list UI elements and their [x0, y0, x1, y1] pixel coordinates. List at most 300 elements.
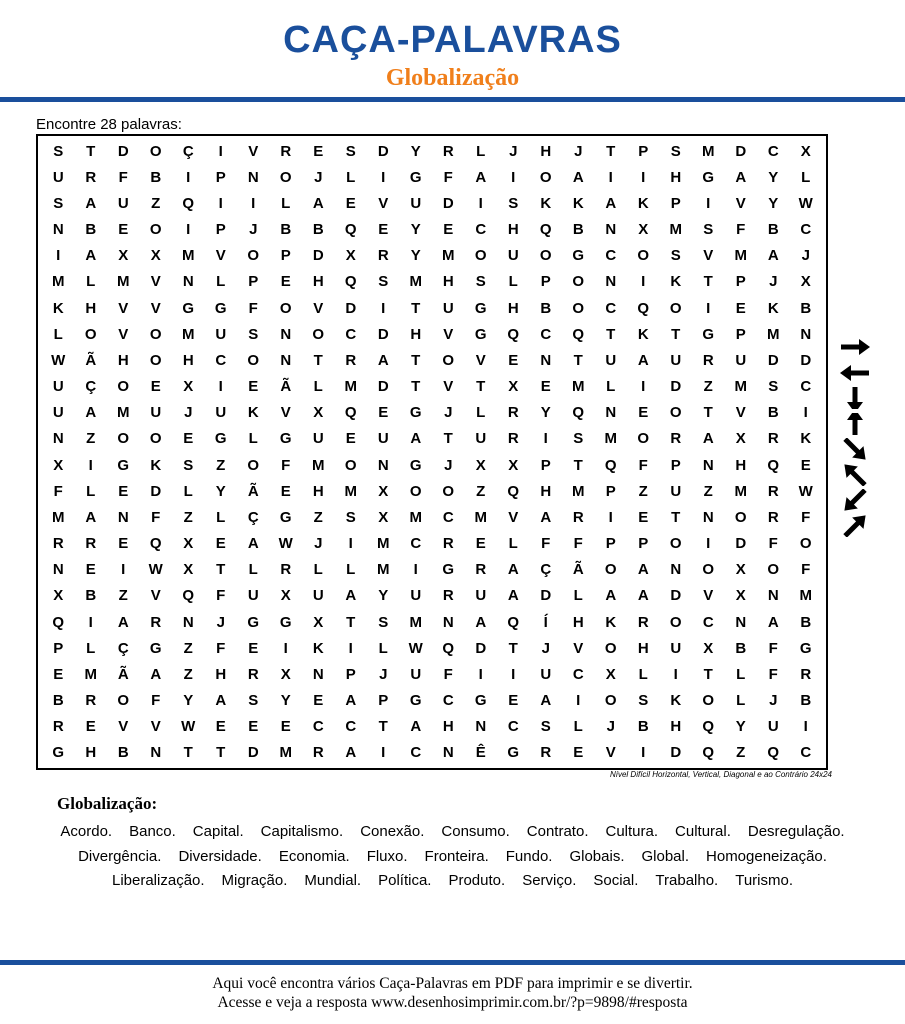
- grid-cell[interactable]: U: [215, 404, 227, 422]
- grid-cell[interactable]: B: [117, 744, 129, 762]
- grid-cell[interactable]: H: [540, 142, 552, 160]
- grid-cell[interactable]: N: [280, 351, 292, 369]
- grid-cell[interactable]: Í: [543, 613, 548, 631]
- grid-cell[interactable]: E: [215, 718, 226, 736]
- grid-cell[interactable]: O: [117, 430, 130, 448]
- grid-cell[interactable]: S: [573, 430, 584, 448]
- grid-cell[interactable]: Ç: [247, 508, 259, 526]
- grid-cell[interactable]: K: [800, 430, 812, 448]
- grid-cell[interactable]: K: [670, 273, 682, 291]
- grid-cell[interactable]: N: [702, 456, 714, 474]
- grid-cell[interactable]: T: [671, 325, 681, 343]
- grid-cell[interactable]: G: [702, 325, 715, 343]
- grid-cell[interactable]: U: [52, 378, 64, 396]
- grid-cell[interactable]: I: [88, 613, 93, 631]
- grid-cell[interactable]: R: [85, 168, 97, 186]
- grid-cell[interactable]: O: [669, 535, 682, 553]
- grid-cell[interactable]: U: [670, 351, 682, 369]
- grid-cell[interactable]: P: [53, 639, 64, 657]
- grid-cell[interactable]: U: [150, 404, 162, 422]
- grid-cell[interactable]: S: [53, 194, 64, 212]
- grid-cell[interactable]: X: [800, 273, 811, 291]
- grid-cell[interactable]: L: [346, 168, 356, 186]
- grid-cell[interactable]: V: [573, 639, 584, 657]
- grid-cell[interactable]: C: [800, 221, 812, 239]
- grid-cell[interactable]: C: [345, 325, 357, 343]
- grid-cell[interactable]: S: [53, 142, 64, 160]
- grid-cell[interactable]: I: [186, 168, 191, 186]
- grid-cell[interactable]: Q: [344, 273, 357, 291]
- grid-cell[interactable]: S: [345, 142, 356, 160]
- grid-cell[interactable]: H: [507, 221, 519, 239]
- grid-cell[interactable]: C: [410, 535, 422, 553]
- grid-cell[interactable]: G: [474, 692, 487, 710]
- grid-cell[interactable]: A: [637, 587, 649, 605]
- grid-cell[interactable]: L: [216, 273, 226, 291]
- grid-cell[interactable]: P: [605, 482, 616, 500]
- grid-cell[interactable]: N: [182, 613, 194, 631]
- grid-cell[interactable]: K: [247, 404, 259, 422]
- grid-cell[interactable]: H: [670, 718, 682, 736]
- grid-cell[interactable]: E: [475, 535, 486, 553]
- grid-cell[interactable]: M: [117, 273, 130, 291]
- grid-cell[interactable]: B: [85, 587, 97, 605]
- grid-cell[interactable]: D: [670, 378, 682, 396]
- grid-cell[interactable]: S: [638, 692, 649, 710]
- grid-cell[interactable]: V: [475, 351, 486, 369]
- grid-cell[interactable]: M: [409, 508, 422, 526]
- grid-cell[interactable]: L: [86, 639, 96, 657]
- grid-cell[interactable]: A: [345, 744, 357, 762]
- grid-cell[interactable]: N: [605, 221, 617, 239]
- grid-cell[interactable]: V: [118, 718, 129, 736]
- grid-cell[interactable]: N: [182, 273, 194, 291]
- grid-cell[interactable]: C: [345, 718, 357, 736]
- grid-cell[interactable]: U: [215, 325, 227, 343]
- grid-cell[interactable]: U: [475, 587, 487, 605]
- grid-cell[interactable]: J: [249, 221, 258, 239]
- grid-cell[interactable]: X: [475, 456, 486, 474]
- grid-cell[interactable]: C: [475, 221, 487, 239]
- grid-cell[interactable]: E: [248, 718, 259, 736]
- grid-cell[interactable]: Q: [604, 456, 617, 474]
- grid-cell[interactable]: G: [507, 744, 520, 762]
- grid-cell[interactable]: J: [769, 692, 778, 710]
- grid-cell[interactable]: R: [442, 142, 454, 160]
- grid-cell[interactable]: D: [735, 142, 747, 160]
- grid-cell[interactable]: P: [605, 535, 616, 553]
- grid-cell[interactable]: O: [247, 456, 260, 474]
- grid-cell[interactable]: E: [150, 378, 161, 396]
- grid-cell[interactable]: P: [540, 273, 551, 291]
- grid-cell[interactable]: A: [605, 587, 617, 605]
- grid-cell[interactable]: E: [443, 221, 454, 239]
- grid-cell[interactable]: N: [442, 744, 454, 762]
- grid-cell[interactable]: I: [803, 718, 808, 736]
- grid-cell[interactable]: Q: [539, 221, 552, 239]
- grid-cell[interactable]: R: [767, 482, 779, 500]
- grid-cell[interactable]: O: [572, 299, 585, 317]
- grid-cell[interactable]: O: [539, 247, 552, 265]
- grid-cell[interactable]: O: [669, 613, 682, 631]
- grid-cell[interactable]: L: [801, 168, 811, 186]
- grid-cell[interactable]: X: [345, 247, 356, 265]
- grid-cell[interactable]: N: [280, 325, 292, 343]
- grid-cell[interactable]: I: [706, 194, 711, 212]
- grid-cell[interactable]: R: [800, 665, 812, 683]
- grid-cell[interactable]: E: [85, 718, 96, 736]
- grid-cell[interactable]: O: [149, 351, 162, 369]
- grid-cell[interactable]: V: [150, 273, 161, 291]
- grid-cell[interactable]: A: [507, 561, 519, 579]
- grid-cell[interactable]: A: [735, 168, 747, 186]
- grid-cell[interactable]: M: [409, 613, 422, 631]
- grid-cell[interactable]: R: [150, 613, 162, 631]
- grid-cell[interactable]: V: [508, 508, 519, 526]
- grid-cell[interactable]: Q: [507, 482, 520, 500]
- grid-cell[interactable]: V: [605, 744, 616, 762]
- grid-cell[interactable]: D: [540, 587, 552, 605]
- grid-cell[interactable]: P: [638, 142, 649, 160]
- grid-cell[interactable]: N: [247, 168, 259, 186]
- grid-cell[interactable]: G: [214, 430, 227, 448]
- grid-cell[interactable]: W: [798, 194, 813, 212]
- grid-cell[interactable]: L: [476, 404, 486, 422]
- grid-cell[interactable]: I: [413, 561, 418, 579]
- grid-cell[interactable]: A: [572, 168, 584, 186]
- grid-cell[interactable]: E: [573, 744, 584, 762]
- grid-cell[interactable]: T: [703, 273, 713, 291]
- grid-cell[interactable]: E: [183, 430, 194, 448]
- grid-cell[interactable]: N: [702, 508, 714, 526]
- grid-cell[interactable]: T: [411, 351, 421, 369]
- grid-cell[interactable]: A: [507, 587, 519, 605]
- grid-cell[interactable]: O: [604, 639, 617, 657]
- grid-cell[interactable]: R: [377, 247, 389, 265]
- grid-cell[interactable]: H: [670, 168, 682, 186]
- grid-cell[interactable]: E: [638, 508, 649, 526]
- grid-cell[interactable]: G: [279, 613, 292, 631]
- grid-cell[interactable]: O: [637, 247, 650, 265]
- grid-cell[interactable]: R: [540, 744, 552, 762]
- grid-cell[interactable]: O: [604, 561, 617, 579]
- grid-cell[interactable]: G: [247, 613, 260, 631]
- grid-cell[interactable]: T: [183, 744, 193, 762]
- grid-cell[interactable]: D: [442, 194, 454, 212]
- grid-cell[interactable]: X: [280, 665, 291, 683]
- grid-cell[interactable]: J: [184, 404, 193, 422]
- grid-cell[interactable]: G: [117, 456, 130, 474]
- grid-cell[interactable]: M: [767, 325, 780, 343]
- grid-cell[interactable]: I: [511, 168, 516, 186]
- grid-cell[interactable]: Z: [703, 378, 713, 396]
- grid-cell[interactable]: T: [411, 378, 421, 396]
- grid-cell[interactable]: F: [281, 456, 291, 474]
- grid-cell[interactable]: F: [443, 665, 453, 683]
- grid-cell[interactable]: T: [606, 325, 616, 343]
- grid-cell[interactable]: Ç: [85, 378, 97, 396]
- grid-cell[interactable]: B: [540, 299, 552, 317]
- grid-cell[interactable]: D: [670, 587, 682, 605]
- grid-cell[interactable]: Y: [378, 587, 389, 605]
- grid-cell[interactable]: O: [669, 299, 682, 317]
- grid-cell[interactable]: W: [51, 351, 66, 369]
- grid-cell[interactable]: G: [409, 456, 422, 474]
- grid-cell[interactable]: Z: [476, 482, 486, 500]
- grid-cell[interactable]: Z: [736, 744, 746, 762]
- grid-cell[interactable]: U: [507, 247, 519, 265]
- grid-cell[interactable]: U: [735, 351, 747, 369]
- grid-cell[interactable]: R: [312, 744, 324, 762]
- grid-cell[interactable]: E: [540, 378, 551, 396]
- grid-cell[interactable]: V: [118, 325, 129, 343]
- grid-cell[interactable]: Z: [638, 482, 648, 500]
- grid-cell[interactable]: R: [670, 430, 682, 448]
- grid-cell[interactable]: S: [670, 142, 681, 160]
- grid-cell[interactable]: Q: [149, 535, 162, 553]
- grid-cell[interactable]: K: [637, 194, 649, 212]
- grid-cell[interactable]: T: [476, 378, 486, 396]
- grid-cell[interactable]: A: [85, 247, 97, 265]
- grid-cell[interactable]: Q: [344, 221, 357, 239]
- grid-cell[interactable]: Z: [86, 430, 96, 448]
- grid-cell[interactable]: R: [52, 718, 64, 736]
- grid-cell[interactable]: W: [408, 639, 423, 657]
- grid-cell[interactable]: Ã: [280, 378, 292, 396]
- grid-cell[interactable]: V: [280, 404, 291, 422]
- grid-cell[interactable]: V: [735, 404, 746, 422]
- grid-cell[interactable]: A: [605, 194, 617, 212]
- grid-cell[interactable]: P: [638, 535, 649, 553]
- grid-cell[interactable]: J: [769, 273, 778, 291]
- grid-cell[interactable]: E: [313, 692, 324, 710]
- grid-cell[interactable]: Q: [507, 325, 520, 343]
- grid-cell[interactable]: X: [53, 456, 64, 474]
- grid-cell[interactable]: X: [183, 378, 194, 396]
- grid-cell[interactable]: X: [735, 430, 746, 448]
- grid-cell[interactable]: U: [540, 665, 552, 683]
- grid-cell[interactable]: F: [248, 299, 258, 317]
- grid-cell[interactable]: X: [150, 247, 161, 265]
- grid-cell[interactable]: U: [442, 299, 454, 317]
- grid-cell[interactable]: E: [508, 692, 519, 710]
- grid-cell[interactable]: O: [442, 351, 455, 369]
- grid-cell[interactable]: M: [84, 665, 97, 683]
- grid-cell[interactable]: D: [670, 744, 682, 762]
- grid-cell[interactable]: M: [182, 325, 195, 343]
- grid-cell[interactable]: A: [345, 692, 357, 710]
- grid-cell[interactable]: Q: [637, 299, 650, 317]
- grid-cell[interactable]: N: [605, 273, 617, 291]
- grid-cell[interactable]: R: [507, 430, 519, 448]
- grid-cell[interactable]: A: [702, 430, 714, 448]
- grid-cell[interactable]: P: [215, 221, 226, 239]
- grid-cell[interactable]: F: [768, 639, 778, 657]
- grid-cell[interactable]: C: [800, 378, 812, 396]
- grid-cell[interactable]: M: [52, 508, 65, 526]
- grid-cell[interactable]: A: [85, 194, 97, 212]
- grid-cell[interactable]: G: [182, 299, 195, 317]
- grid-cell[interactable]: N: [800, 325, 812, 343]
- grid-cell[interactable]: S: [540, 718, 551, 736]
- grid-cell[interactable]: K: [150, 456, 162, 474]
- grid-cell[interactable]: R: [442, 587, 454, 605]
- grid-cell[interactable]: G: [702, 168, 715, 186]
- grid-cell[interactable]: I: [381, 299, 386, 317]
- grid-cell[interactable]: O: [279, 299, 292, 317]
- grid-cell[interactable]: C: [442, 692, 454, 710]
- grid-cell[interactable]: K: [572, 194, 584, 212]
- grid-cell[interactable]: Z: [183, 508, 193, 526]
- grid-cell[interactable]: A: [410, 430, 422, 448]
- grid-cell[interactable]: A: [377, 351, 389, 369]
- grid-cell[interactable]: I: [56, 247, 61, 265]
- grid-cell[interactable]: K: [767, 299, 779, 317]
- grid-cell[interactable]: H: [85, 744, 97, 762]
- grid-cell[interactable]: T: [216, 744, 226, 762]
- grid-cell[interactable]: Z: [118, 587, 128, 605]
- grid-cell[interactable]: N: [767, 587, 779, 605]
- grid-cell[interactable]: X: [735, 587, 746, 605]
- grid-cell[interactable]: N: [52, 561, 64, 579]
- grid-cell[interactable]: D: [150, 482, 162, 500]
- grid-cell[interactable]: O: [279, 168, 292, 186]
- grid-cell[interactable]: T: [703, 665, 713, 683]
- grid-cell[interactable]: R: [85, 692, 97, 710]
- grid-cell[interactable]: I: [186, 221, 191, 239]
- grid-cell[interactable]: C: [215, 351, 227, 369]
- grid-cell[interactable]: I: [218, 378, 223, 396]
- grid-cell[interactable]: O: [767, 561, 780, 579]
- grid-cell[interactable]: E: [248, 639, 259, 657]
- grid-cell[interactable]: S: [248, 325, 259, 343]
- grid-cell[interactable]: I: [608, 508, 613, 526]
- grid-cell[interactable]: H: [572, 613, 584, 631]
- grid-cell[interactable]: J: [509, 142, 518, 160]
- grid-cell[interactable]: K: [52, 299, 64, 317]
- grid-cell[interactable]: Y: [410, 142, 421, 160]
- grid-cell[interactable]: A: [767, 613, 779, 631]
- grid-cell[interactable]: E: [118, 535, 129, 553]
- grid-cell[interactable]: V: [703, 587, 714, 605]
- grid-cell[interactable]: V: [248, 142, 259, 160]
- grid-cell[interactable]: C: [540, 325, 552, 343]
- grid-cell[interactable]: C: [605, 247, 617, 265]
- grid-cell[interactable]: H: [442, 273, 454, 291]
- grid-cell[interactable]: U: [247, 587, 259, 605]
- grid-cell[interactable]: V: [313, 299, 324, 317]
- grid-cell[interactable]: R: [280, 142, 292, 160]
- grid-cell[interactable]: G: [409, 692, 422, 710]
- grid-cell[interactable]: H: [410, 325, 422, 343]
- grid-cell[interactable]: E: [280, 273, 291, 291]
- grid-cell[interactable]: K: [637, 325, 649, 343]
- grid-cell[interactable]: Q: [572, 325, 585, 343]
- grid-cell[interactable]: T: [346, 613, 356, 631]
- grid-cell[interactable]: B: [572, 221, 584, 239]
- grid-cell[interactable]: R: [345, 351, 357, 369]
- grid-cell[interactable]: A: [637, 351, 649, 369]
- grid-cell[interactable]: H: [117, 351, 129, 369]
- grid-cell[interactable]: T: [671, 508, 681, 526]
- grid-cell[interactable]: X: [313, 404, 324, 422]
- grid-cell[interactable]: Z: [151, 194, 161, 212]
- grid-cell[interactable]: Q: [182, 587, 195, 605]
- grid-cell[interactable]: E: [118, 482, 129, 500]
- grid-cell[interactable]: Ç: [117, 639, 129, 657]
- grid-cell[interactable]: V: [378, 194, 389, 212]
- grid-cell[interactable]: M: [572, 378, 585, 396]
- grid-cell[interactable]: G: [279, 508, 292, 526]
- grid-cell[interactable]: C: [572, 665, 584, 683]
- grid-cell[interactable]: Ç: [540, 561, 552, 579]
- grid-cell[interactable]: I: [706, 535, 711, 553]
- grid-cell[interactable]: Ã: [85, 351, 97, 369]
- grid-cell[interactable]: I: [576, 692, 581, 710]
- grid-cell[interactable]: O: [344, 456, 357, 474]
- grid-cell[interactable]: A: [312, 194, 324, 212]
- grid-cell[interactable]: O: [84, 325, 97, 343]
- grid-cell[interactable]: G: [474, 299, 487, 317]
- grid-cell[interactable]: O: [702, 561, 715, 579]
- grid-cell[interactable]: L: [346, 561, 356, 579]
- grid-cell[interactable]: T: [573, 456, 583, 474]
- grid-cell[interactable]: Q: [507, 613, 520, 631]
- grid-cell[interactable]: J: [574, 142, 583, 160]
- grid-cell[interactable]: A: [767, 247, 779, 265]
- grid-cell[interactable]: M: [344, 378, 357, 396]
- grid-cell[interactable]: J: [314, 535, 323, 553]
- grid-cell[interactable]: P: [540, 456, 551, 474]
- grid-cell[interactable]: L: [53, 325, 63, 343]
- grid-cell[interactable]: D: [475, 639, 487, 657]
- grid-cell[interactable]: T: [703, 404, 713, 422]
- grid-cell[interactable]: F: [118, 168, 128, 186]
- grid-cell[interactable]: Z: [183, 665, 193, 683]
- grid-cell[interactable]: P: [670, 456, 681, 474]
- grid-cell[interactable]: I: [706, 299, 711, 317]
- grid-cell[interactable]: C: [312, 718, 324, 736]
- grid-cell[interactable]: W: [181, 718, 196, 736]
- grid-cell[interactable]: C: [800, 744, 812, 762]
- grid-cell[interactable]: V: [150, 718, 161, 736]
- grid-cell[interactable]: E: [118, 221, 129, 239]
- grid-cell[interactable]: X: [378, 508, 389, 526]
- grid-cell[interactable]: Q: [442, 639, 455, 657]
- grid-cell[interactable]: Y: [280, 692, 291, 710]
- grid-cell[interactable]: M: [344, 482, 357, 500]
- grid-cell[interactable]: I: [121, 561, 126, 579]
- grid-cell[interactable]: E: [53, 665, 64, 683]
- grid-cell[interactable]: M: [52, 273, 65, 291]
- grid-cell[interactable]: Y: [768, 194, 779, 212]
- grid-cell[interactable]: P: [215, 168, 226, 186]
- grid-cell[interactable]: T: [508, 639, 518, 657]
- grid-cell[interactable]: J: [444, 456, 453, 474]
- grid-cell[interactable]: O: [117, 378, 130, 396]
- grid-cell[interactable]: A: [215, 692, 227, 710]
- grid-cell[interactable]: X: [378, 482, 389, 500]
- grid-cell[interactable]: Ã: [572, 561, 584, 579]
- grid-cell[interactable]: O: [247, 351, 260, 369]
- grid-cell[interactable]: K: [670, 692, 682, 710]
- grid-cell[interactable]: E: [345, 194, 356, 212]
- grid-cell[interactable]: D: [767, 351, 779, 369]
- grid-cell[interactable]: F: [573, 535, 583, 553]
- grid-cell[interactable]: A: [247, 535, 259, 553]
- grid-cell[interactable]: I: [348, 639, 353, 657]
- grid-cell[interactable]: R: [85, 535, 97, 553]
